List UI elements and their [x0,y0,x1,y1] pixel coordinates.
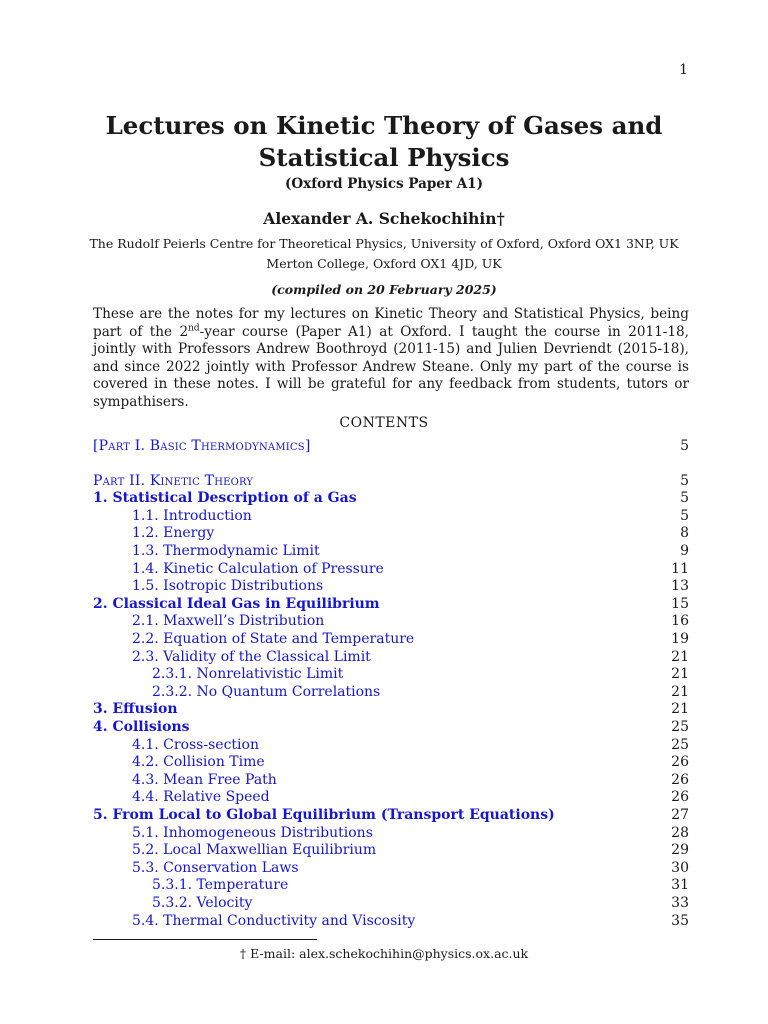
document-title [0,110,768,174]
toc-entry[interactable] [93,824,689,842]
toc-entry-label[interactable]: 1. Statistical Description of a Gas [93,490,357,507]
toc-entry-page: 5 [680,472,689,489]
toc-entry-label[interactable]: Part II. Kinetic Theory [93,472,254,489]
toc-entry-label[interactable]: 4.4. Relative Speed [132,789,270,806]
toc-entry-page: 28 [671,824,689,841]
toc-entry-page: 26 [671,771,689,788]
toc-entry-label[interactable]: 4.3. Mean Free Path [132,771,277,788]
compiled-date: (compiled on 20 February 2025) [271,282,497,297]
title-line-2: Statistical Physics [258,143,510,172]
toc-entry[interactable] [93,612,689,630]
toc-entry-page: 5 [680,490,689,507]
affiliation-1: The Rudolf Peierls Centre for Theoretical Physics, University of Oxford, Oxford OX1 3NP, UK [89,236,679,251]
toc-entry-page: 19 [671,631,689,647]
toc-entry-page: 9 [680,543,689,559]
toc-entry-label[interactable]: 3. Effusion [93,701,178,718]
toc-entry[interactable] [93,683,689,701]
abstract-part-2: -year course (Paper A1) at Oxford. I taught the course in 2011-18, jointly with Professors Andrew Boothroyd (2011-15) and Julien Devriendt (2015-18), and since 2022 jointly with Professor Andrew Steane. Only my part of the course is covered in these notes. I will be grateful for any feedback from students, tutors or sympathisers. [93,323,690,410]
toc-entry[interactable] [93,718,689,736]
toc-entry[interactable] [93,665,689,683]
toc-entry[interactable] [93,542,689,560]
toc-entry[interactable] [93,841,689,859]
toc-entry-label[interactable]: 1.4. Kinetic Calculation of Pressure [132,560,384,577]
toc-entry-label[interactable]: 4. Collisions [93,719,190,735]
toc-entry-label[interactable]: 5.3. Conservation Laws [132,859,299,876]
toc-entry[interactable] [93,806,689,824]
toc-entry[interactable] [93,912,689,930]
toc-entry-label[interactable]: 5. From Local to Global Equilibrium (Transport Equations) [93,807,555,823]
abstract-superscript: nd [188,323,200,334]
toc-entry-label[interactable]: 2.3. Validity of the Classical Limit [132,648,371,665]
toc-entry-page: 5 [680,438,689,454]
toc-entry-label[interactable]: 5.1. Inhomogeneous Distributions [132,824,373,841]
toc-entry-page: 26 [671,754,689,771]
toc-entry-label[interactable]: 2. Classical Ideal Gas in Equilibrium [93,595,380,612]
toc-entry-label[interactable]: 4.2. Collision Time [132,754,265,771]
toc-entry-page: 25 [671,736,689,753]
toc-entry-page: 21 [671,666,689,683]
toc-entry-page: 13 [671,578,689,595]
toc-entry-label[interactable]: [Part I. Basic Thermodynamics] [93,438,311,454]
toc-entry-page: 21 [671,701,689,718]
toc-entry[interactable] [93,736,689,754]
toc-entry-label[interactable]: 2.3.1. Nonrelativistic Limit [152,666,344,683]
toc-entry-label[interactable]: 5.2. Local Maxwellian Equilibrium [132,842,377,859]
toc-entry-label[interactable]: 1.5. Isotropic Distributions [132,578,324,595]
toc-entry-page: 21 [671,648,689,665]
page-number: 1 [679,62,688,78]
toc-entry[interactable] [93,876,689,894]
abstract [93,306,689,412]
toc-entry-page: 30 [671,859,689,876]
footnote: † E-mail: alex.schekochihin@physics.ox.ac.uk [239,946,529,961]
toc-entry-page: 21 [671,683,689,700]
toc-entry-label[interactable]: 2.3.2. No Quantum Correlations [152,683,381,700]
toc-entry-page: 35 [671,912,689,929]
toc-entry-page: 25 [671,719,689,735]
toc-entry[interactable] [93,437,689,455]
toc-entry-page: 16 [671,613,689,630]
author: Alexander A. Schekochihin† [263,209,505,228]
toc-entry-label[interactable]: 5.3.2. Velocity [152,895,253,911]
toc-entry-page: 31 [671,877,689,894]
toc-entry-label[interactable]: 2.1. Maxwell’s Distribution [132,613,325,630]
affiliation-2: Merton College, Oxford OX1 4JD, UK [266,256,502,271]
contents-heading: CONTENTS [339,415,429,431]
toc-entry[interactable] [93,700,689,718]
toc-entry-page: 29 [671,842,689,859]
toc-entry-label[interactable]: 1.3. Thermodynamic Limit [132,543,320,559]
toc-entry[interactable] [93,753,689,771]
toc-entry[interactable] [93,507,689,525]
toc-entry-label[interactable]: 4.1. Cross-section [132,736,259,753]
toc-entry-label[interactable]: 1.1. Introduction [132,507,252,524]
toc-entry[interactable] [93,648,689,666]
toc-entry-label[interactable]: 5.3.1. Temperature [152,877,289,894]
toc-entry-page: 26 [671,789,689,806]
abstract-part-1: These are the notes for my lectures on Kinetic Theory and Statistical Physics, being part of the 2 [93,306,689,340]
toc-entry[interactable] [93,859,689,877]
toc-entry[interactable] [93,489,689,507]
toc-entry[interactable] [93,788,689,806]
toc-entry[interactable] [93,595,689,613]
title-line-1: Lectures on Kinetic Theory of Gases and [105,111,663,140]
toc-entry-page: 5 [680,507,689,524]
toc-entry-page: 27 [671,807,689,823]
toc-entry[interactable] [93,894,689,912]
toc-entry[interactable] [93,560,689,578]
toc-entry-page: 11 [671,560,689,577]
toc-entry-page: 8 [680,525,689,542]
toc-entry[interactable] [93,577,689,595]
footnote-rule [93,939,317,940]
toc-entry-label[interactable]: 1.2. Energy [132,525,215,542]
toc-entry-page: 33 [671,895,689,911]
toc-entry[interactable] [93,472,689,490]
toc-entry[interactable] [93,524,689,542]
toc-entry-page: 15 [671,595,689,612]
toc-entry-label[interactable]: 5.4. Thermal Conductivity and Viscosity [132,912,416,929]
toc-entry[interactable] [93,630,689,648]
subtitle: (Oxford Physics Paper A1) [285,176,483,192]
toc-entry-label[interactable]: 2.2. Equation of State and Temperature [132,631,415,647]
toc-entry[interactable] [93,771,689,789]
